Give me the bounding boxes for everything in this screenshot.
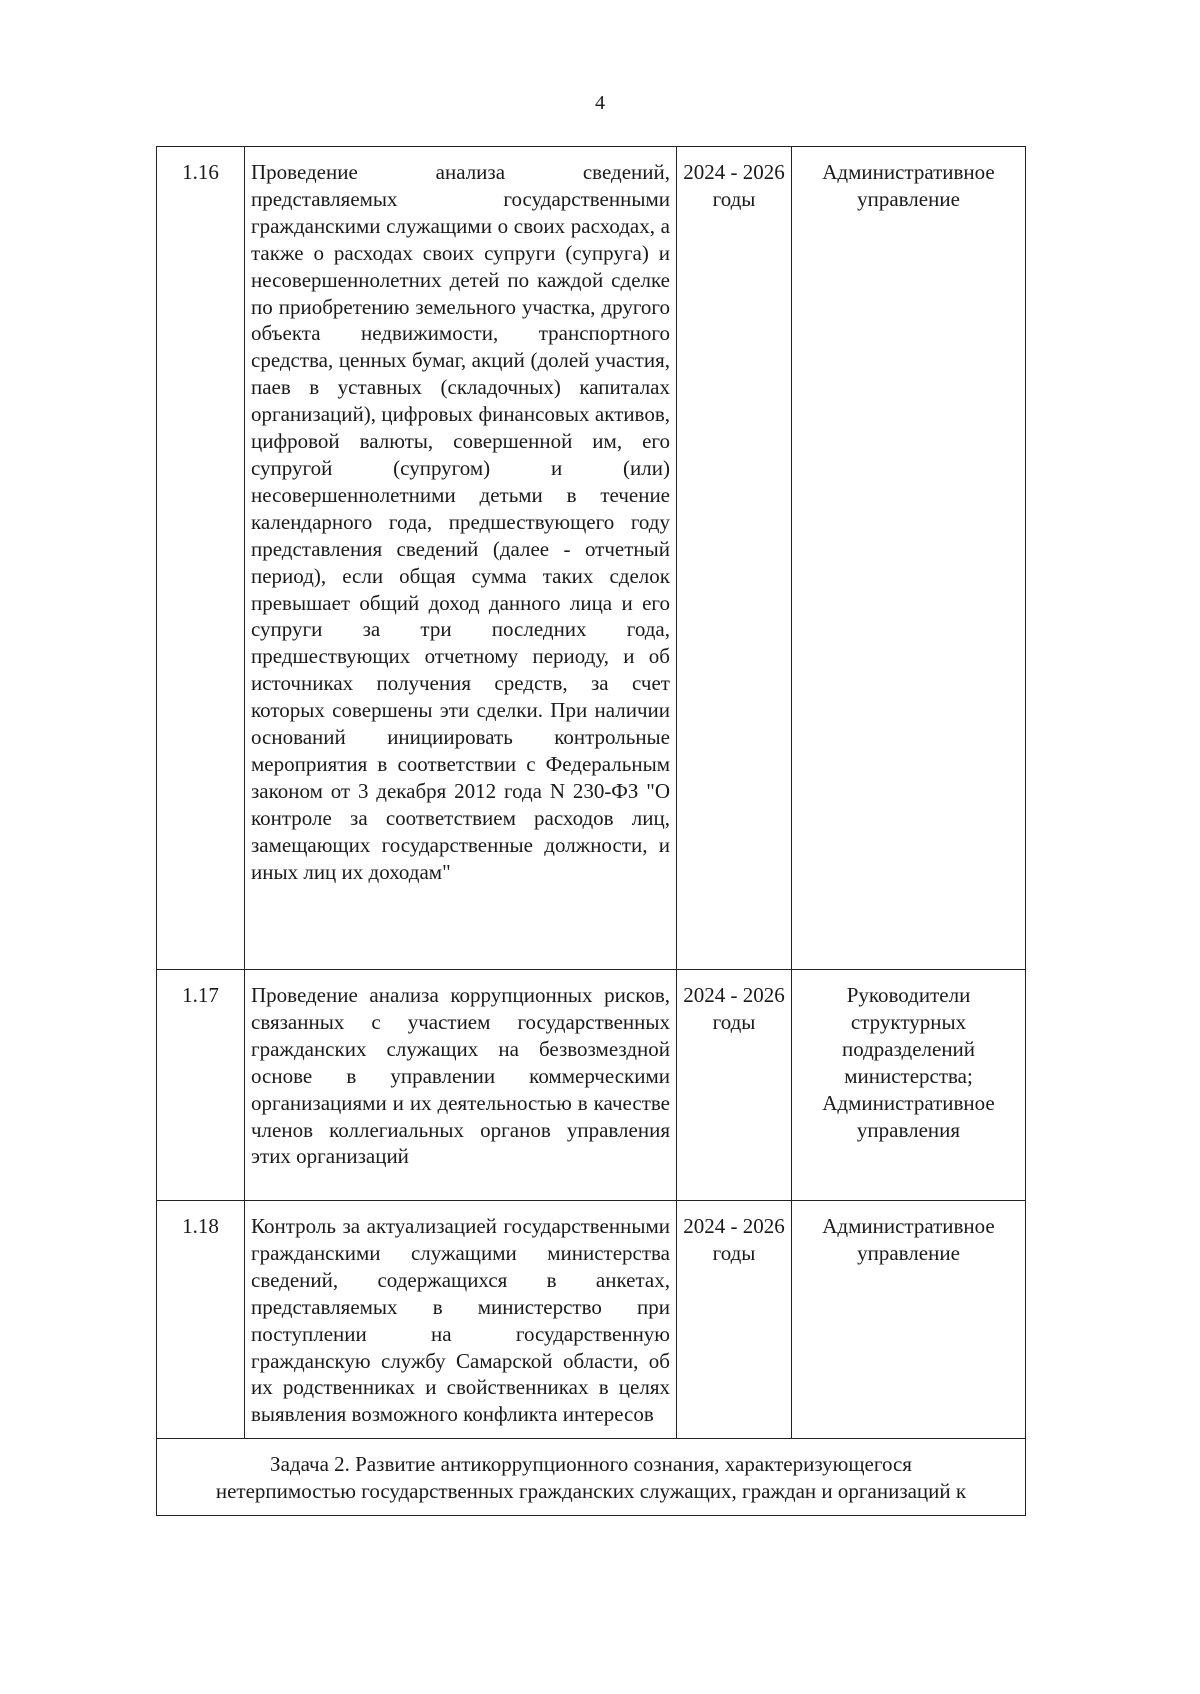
row-period: 2024 - 2026 годы [677, 1201, 792, 1439]
row-responsible: Административное управление [792, 1201, 1026, 1439]
row-description: Контроль за актуализацией государственными гражданскими служащими министерства сведений, содержащихся в анкетах, представляемых в министерство при поступлении на государственную гражданскую службу Самарской области, об их родственниках и свойственниках в целях выявления возможного конфликта интересов [245, 1201, 677, 1439]
row-number: 1.16 [157, 147, 245, 970]
task-row [157, 1439, 1026, 1516]
row-description: Проведение анализа коррупционных рисков, связанных с участием государственных гражданских служащих на безвозмездной основе в управлении коммерческими организациями и их деятельностью в качестве членов коллегиальных органов управления этих организаций [245, 970, 677, 1201]
row-number: 1.18 [157, 1201, 245, 1439]
row-responsible: Руководители структурных подразделений министерства; Административное управления [792, 970, 1026, 1201]
row-number: 1.17 [157, 970, 245, 1201]
row-period: 2024 - 2026 годы [677, 147, 792, 970]
row-responsible: Административное управление [792, 147, 1026, 970]
row-period: 2024 - 2026 годы [677, 970, 792, 1201]
page-number: 4 [595, 92, 605, 114]
table-row [157, 1201, 1026, 1439]
table-row [157, 970, 1026, 1201]
task-heading [157, 1439, 1026, 1516]
measures-table [156, 146, 1026, 1516]
task-heading-line-2: нетерпимостью государственных гражданских служащих, граждан и организаций к [215, 1479, 967, 1504]
row-description: Проведение анализа сведений, представляемых государственными гражданскими служащими о своих расходах, а также о расходах своих супруги (супруга) и несовершеннолетних детей по каждой сделке по приобретению земельного участка, другого объекта недвижимости, транспортного средства, ценных бумаг, акций (долей участия, паев в уставных (складочных) капиталах организаций), цифровых финансовых активов, цифровой валюты, совершенной им, его супругой (супругом) и (или) несовершеннолетними детьми в течение календарного года, предшествующего году представления сведений (далее - отчетный период), если общая сумма таких сделок превышает общий доход данного лица и его супруги за три последних года, предшествующих отчетному периоду, и об источниках получения средств, за счет которых совершены эти сделки. При наличии оснований инициировать контрольные мероприятия в соответствии с Федеральным законом от 3 декабря 2012 года N 230-ФЗ "О контроле за соответствием расходов лиц, замещающих государственные должности, и иных лиц их доходам" [245, 147, 677, 970]
table-row [157, 147, 1026, 970]
task-heading-line-1: Задача 2. Развитие антикоррупционного сознания, характеризующегося [270, 1452, 912, 1477]
